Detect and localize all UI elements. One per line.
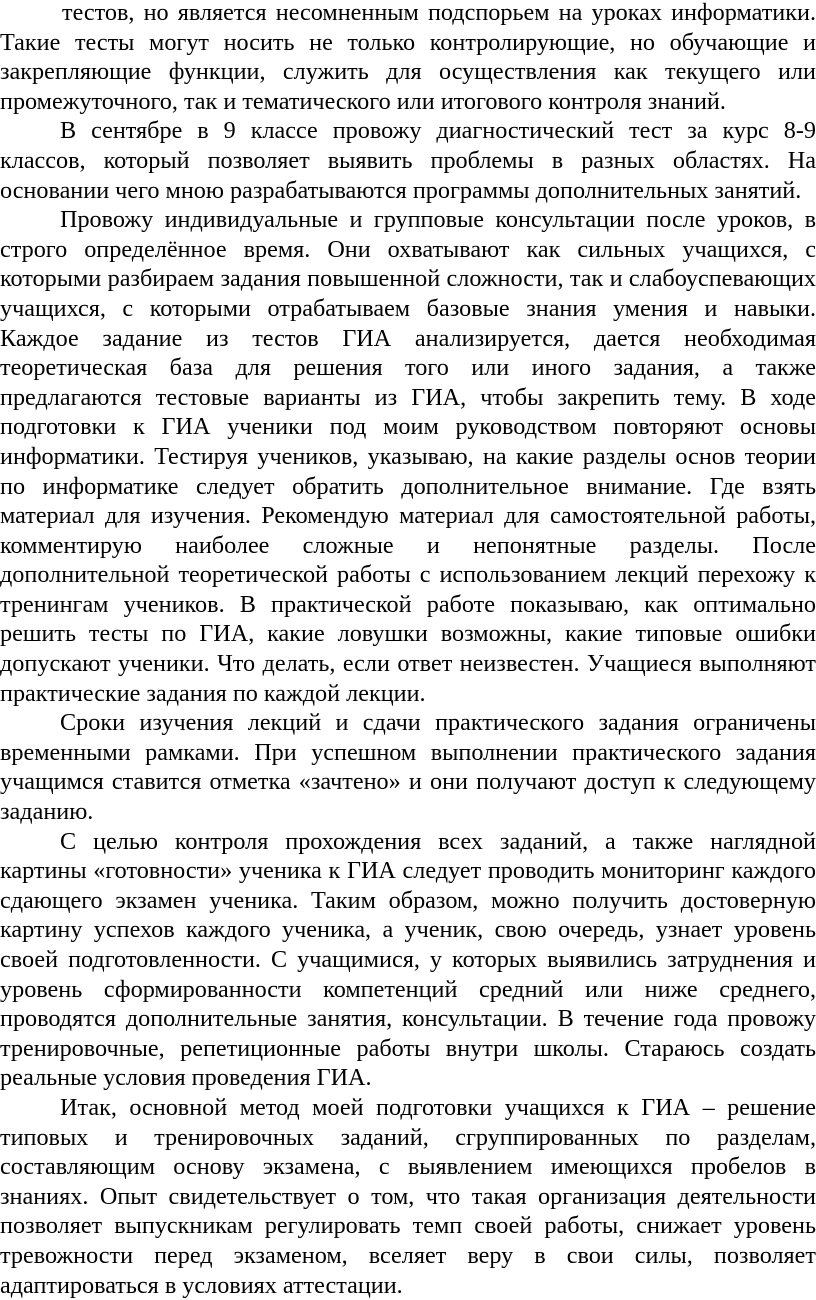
paragraph-monitoring: С целью контроля прохождения всех заданий, а также наглядной картины «готовности» ученика к ГИА следует проводить мониторинг каждого сдающего экзамен ученика. Таким образом, можно получить достоверную картину успехов каждого ученика, а ученик, свою очередь, узнает уровень своей подготовленности. С учащимися, у которых выявились затруднения и уровень сформированности компетенций средний или ниже среднего, проводятся дополнительные занятия, консультации. В течение года провожу тренировочные, репетиционные работы внутри школы. Стараюсь создать реальные условия проведения ГИА. bbox=[0, 827, 816, 1092]
paragraph-conclusion: Итак, основной метод моей подготовки учащихся к ГИА – решение типовых и тренировочных заданий, сгруппированных по разделам, составляющим основу экзамена, с выявлением имеющихся пробелов в знаниях. Опыт свидетельствует о том, что такая организация деятельности позволяет выпускникам регулировать темп своей работы, снижает уровень тревожности перед экзаменом, вселяет веру в свои силы, позволяет адаптироваться в условиях аттестации. bbox=[0, 1093, 816, 1299]
paragraph-continuation: тестов, но является несомненным подспорьем на уроках информатики. Такие тесты могут носить не только контролирующие, но обучающие и закрепляющие функции, служить для осуществления как текущего или промежуточного, так и тематического или итогового контроля знаний. bbox=[0, 0, 816, 115]
paragraph-consultations: Провожу индивидуальные и групповые консультации после уроков, в строго определённое время. Они охватывают как сильных учащихся, с которыми разбираем задания повышенной сложности, так и слабоуспевающих учащихся, с которыми отрабатываем базовые знания умения и навыки. Каждое задание из тестов ГИА анализируется, дается необходимая теоретическая база для решения того или иного задания, а также предлагаются тестовые варианты из ГИА, чтобы закрепить тему. В ходе подготовки к ГИА ученики под моим руководством повторяют основы информатики. Тестируя учеников, указываю, на какие разделы основ теории по информатике следует обратить дополнительное внимание. Где взять материал для изучения. Рекомендую материал для самостоятельной работы, комментирую наиболее сложные и непонятные разделы. После дополнительной теоретической работы с использованием лекций перехожу к тренингам учеников. В практической работе показываю, как оптимально решить тесты по ГИА, какие ловушки возможны, какие типовые ошибки допускают ученики. Что делать, если ответ неизвестен. Учащиеся выполняют практические задания по каждой лекции. bbox=[0, 206, 816, 707]
paragraph-diagnostic-test: В сентябре в 9 классе провожу диагностический тест за курс 8-9 классов, который позволяет выявить проблемы в разных областях. На основании чего мною разрабатываются программы дополнительных занятий. bbox=[0, 117, 816, 204]
paragraph-deadlines: Сроки изучения лекций и сдачи практического задания ограничены временными рамками. При успешном выполнении практического задания учащимся ставится отметка «зачтено» и они получают доступ к следующему заданию. bbox=[0, 709, 816, 826]
